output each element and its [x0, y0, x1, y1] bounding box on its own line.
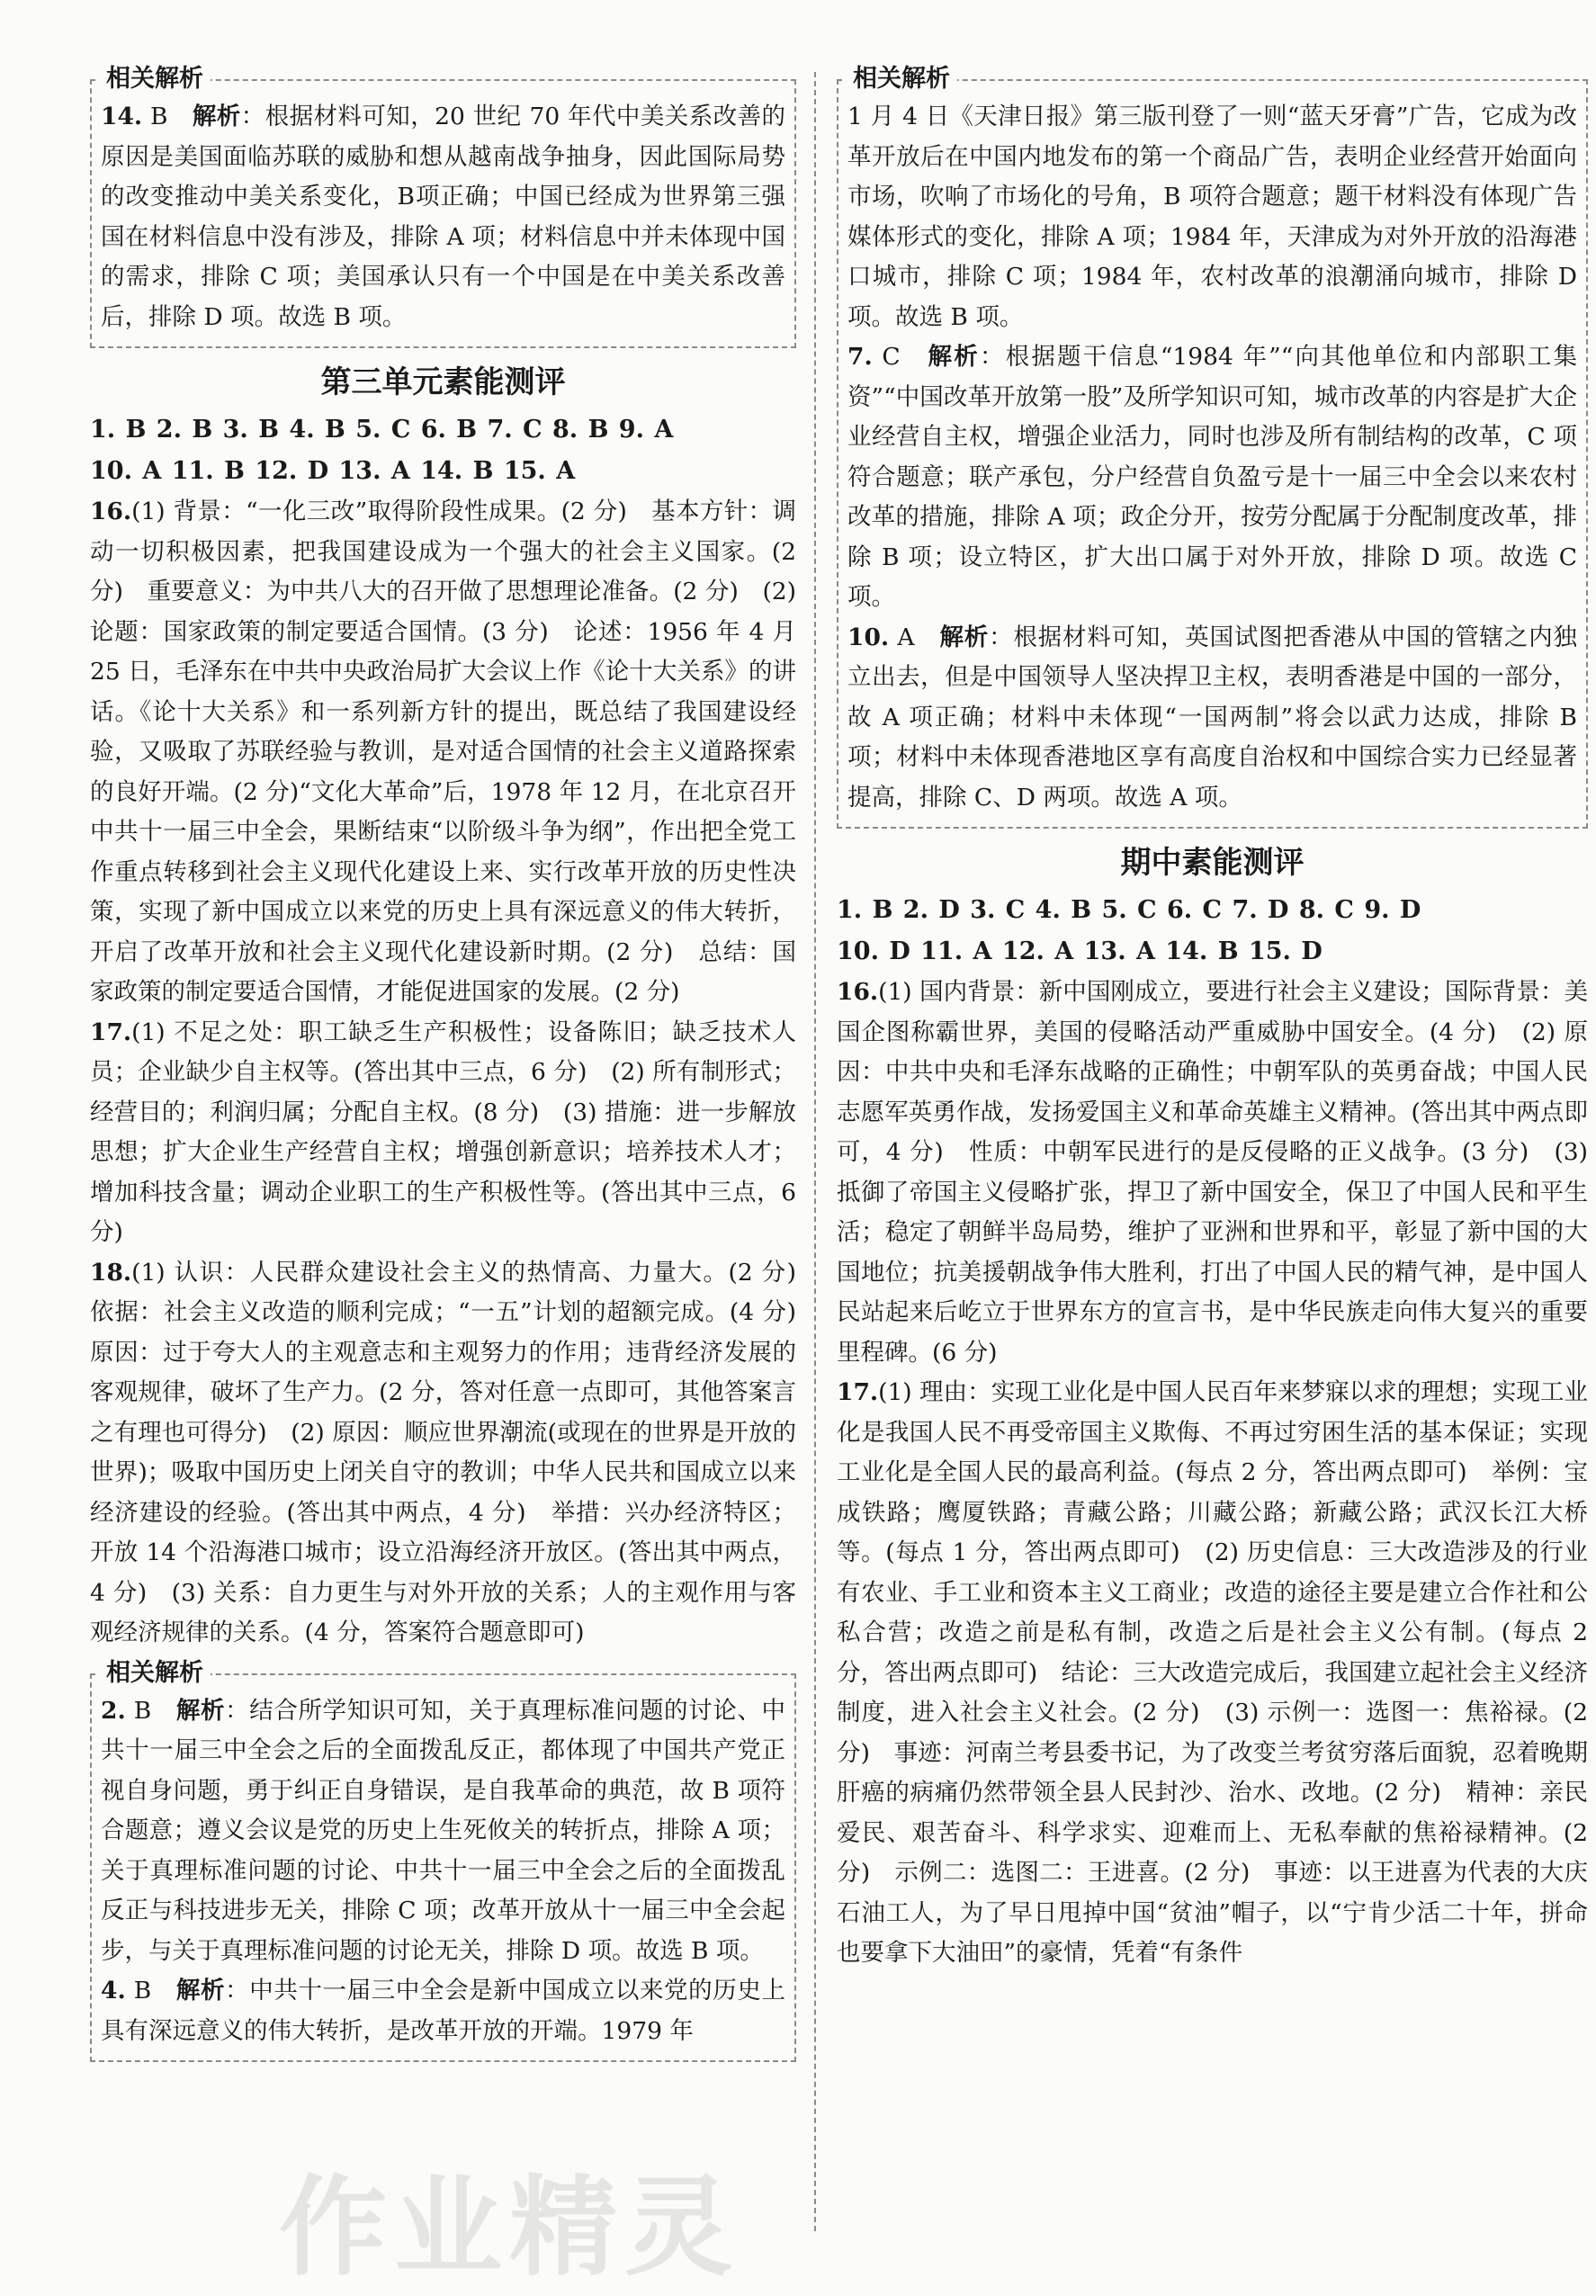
answers-row-1: 1. B 2. D 3. C 4. B 5. C 6. C 7. D 8. C 9. D — [837, 896, 1421, 924]
answer-q17: 17.(1) 不足之处：职工缺乏生产积极性；设备陈旧；缺乏技术人员；企业缺少自主权等。(答出其中三点，6 分) (2) 所有制形式；经营目的；利润归属；分配自主权。(8 分) (3) 措施：进一步解放思想；扩大企业生产经营自主权；增强创新意识；培养技术人才；增加科技含量；调动企业职工的生产积极性等。(答出其中三点，6 分) — [90, 1018, 796, 1246]
answer-q17: 17.(1) 理由：实现工业化是中国人民百年来梦寐以求的理想；实现工业化是我国人民不再受帝国主义欺侮、不再过穷困生活的基本保证；实现工业化是全国人民的最高利益。(每点 2 分，答出两点即可) 举例：宝成铁路；鹰厦铁路；青藏公路；川藏公路；新藏公路；武汉长江大桥等。(每点 1 分，答出两点即可) (2) 历史信息：三大改造涉及的行业有农业、手工业和资本主义工商业；改造的途径主要是建立合作社和公私合营；改造之前是私有制，改造之后是社会主义公有制。(每点 2 分，答出两点即可) 结论：三大改造完成后，我国建立起社会主义经济制度，进入社会主义社会。(2 分) (3) 示例一：选图一：焦裕禄。(2 分) 事迹：河南兰考县委书记，为了改变兰考贫穷落后面貌，忍着晚期肝癌的病痛仍然带领全县人民封沙、治水、改地。(2 分) 精神：亲民爱民、艰苦奋斗、科学求实、迎难而上、无私奉献的焦裕禄精神。(2 分) 示例二：选图二：王进喜。(2 分) 事迹：以王进喜为代表的大庆石油工人，为了早日甩掉中国“贫油”帽子，以“宁肯少活二十年，拼命也要拿下大油田”的豪情，凭着“有条件 — [837, 1378, 1588, 1967]
answer-q18: 18.(1) 认识：人民群众建设社会主义的热情高、力量大。(2 分) 依据：社会主义改造的顺利完成；“一五”计划的超额完成。(4 分) 原因：过于夸大人的主观意志和主观努力的作用；违背经济发展的客观规律，破坏了生产力。(2 分，答对任意一点即可，其他答案言之有理也可得分) (2) 原因：顺应世界潮流(或现在的世界是开放的世界)；吸取中国历史上闭关自守的教训；中华人民共和国成立以来经济建设的经验。(答出其中两点，4 分) 举措：兴办经济特区；开放 14 个沿海港口城市；设立沿海经济开放区。(答出其中两点，4 分) (3) 关系：自力更生与对外开放的关系；人的主观作用与客观经济规律的关系。(4 分，答案符合题意即可) — [90, 1258, 820, 1646]
analysis-q4: 4. B 解析：中共十一届三中全会是新中国成立以来党的历史上具有深远意义的伟大转折，是改革开放的开端。1979 年 — [101, 1977, 785, 2045]
analysis-box — [90, 1658, 796, 2063]
analysis-q2: 2. B 解析：结合所学知识可知，关于真理标准问题的讨论、中共十一届三中全会之后的全面拨乱反正，都体现了中国共产党正视自身问题，勇于纠正自身错误，是自我革命的典范，故 B 项符合题意；遵义会议是党的历史上生死攸关的转折点，排除 A 项；关于真理标准问题的讨论、中共十一届三中全会之后的全面拨乱反正与科技进步无关，排除 C 项；改革开放从十一届三中全会起步，与关于真理标准问题的讨论无关，排除 D 项。故选 B 项。 — [101, 1696, 785, 1965]
analysis-box — [837, 65, 1588, 829]
analysis-box — [90, 65, 796, 348]
box-label: 相关解析 — [99, 1657, 211, 1690]
answers-row-1: 1. B 2. B 3. B 4. B 5. C 6. B 7. C 8. B 9. A — [90, 416, 674, 444]
analysis-q14: 14. B 解析：根据材料可知，20 世纪 70 年代中美关系改善的原因是美国面临苏联的威胁和想从越南战争抽身，因此国际局势的改变推动中美关系变化，B项正确；中国已经成为世界第三强国在材料信息中没有涉及，排除 A 项；材料信息中并未体现中国的需求，排除 C 项；美国承认只有一个中国是在中美关系改善后，排除 D 项。故选 B 项。 — [101, 103, 786, 331]
box-label: 相关解析 — [846, 63, 957, 95]
left-column — [90, 65, 820, 2069]
answer-q16: 16.(1) 背景：“一化三改”取得阶段性成果。(2 分) 基本方针：调动一切积极因素，把我国建设成为一个强大的社会主义国家。(2 分) 重要意义：为中共八大的召开做了思想理论准备。(2 分) (2) 论题：国家政策的制定要适合国情。(3 分) 论述：1956 年 4 月 25 日，毛泽东在中共中央政治局扩大会议上作《论十大关系》的讲话。《论十大关系》和一系列新方针的提出，既总结了我国建设经验，又吸取了苏联经验与教训，是对适合国情的社会主义道路探索的良好开端。(2 分)“文化大革命”后，1978 年 12 月，在北京召开中共十一届三中全会，果断结束“以阶级斗争为纲”，作出把全党工作重点转移到社会主义现代化建设上来、实行改革开放的历史性决策，实现了新中国成立以来党的历史上具有深远意义的伟大转折，开启了改革开放和社会主义现代化建设新时期。(2 分) 总结：国家政策的制定要适合国情，才能促进国家的发展。(2 分) — [90, 498, 796, 1006]
watermark: 作业精灵 — [279, 2166, 740, 2291]
box-label: 相关解析 — [99, 63, 211, 95]
column-divider — [814, 72, 816, 2231]
answers-row-2: 10. D 11. A 12. A 13. A 14. B 15. D — [837, 937, 1323, 965]
answers-row-2: 10. A 11. B 12. D 13. A 14. B 15. A — [90, 457, 576, 485]
section-title-unit3: 第三单元素能测评 — [320, 364, 566, 400]
analysis-q10: 10. A 解析：根据材料可知，英国试图把香港从中国的管辖之内独立出去，但是中国领导人坚决捍卫主权，表明香港是中国的一部分，故 A 项正确；材料中未体现“一国两制”将会以武力达成，排除 B 项；材料中未体现香港地区享有高度自治权和中国综合实力已经显著提高，排除 C、D 两项。故选 A 项。 — [847, 623, 1577, 812]
analysis-continued: 1 月 4 日《天津日报》第三版刊登了一则“蓝天牙膏”广告，它成为改革开放后在中国内地发布的第一个商品广告，表明企业经营开始面向市场，吹响了市场化的号角，B 项符合题意；题干材料没有体现广告媒体形式的变化，排除 A 项；1984 年，天津成为对外开放的沿海港口城市，排除 C 项；1984 年，农村改革的浪潮涌向城市，排除 D 项。故选 B 项。 — [847, 103, 1577, 331]
section-title-midterm: 期中素能测评 — [1120, 845, 1305, 881]
answer-q16: 16.(1) 国内背景：新中国刚成立，要进行社会主义建设；国际背景：美国企图称霸世界，美国的侵略活动严重威胁中国安全。(4 分) (2) 原因：中共中央和毛泽东战略的正确性；中朝军队的英勇奋战；中国人民志愿军英勇作战，发扬爱国主义和革命英雄主义精神。(答出其中两点即可，4 分) 性质：中朝军民进行的是反侵略的正义战争。(3 分) (3) 抵御了帝国主义侵略扩张，捍卫了新中国安全，保卫了中国人民和平生活；稳定了朝鲜半岛局势，维护了亚洲和世界和平，彰显了新中国的大国地位；抗美援朝战争伟大胜利，打出了中国人民的精气神，是中国人民站起来后屹立于世界东方的宣言书，是中华民族走向伟大复兴的重要里程碑。(6 分) — [837, 978, 1588, 1367]
right-column — [837, 65, 1588, 1974]
analysis-q7: 7. C 解析：根据题干信息“1984 年”“向其他单位和内部职工集资”“中国改革开放第一股”及所学知识可知，城市改革的内容是扩大企业经营自主权，增强企业活力，同时也涉及所有制结构的改革，C 项符合题意；联产承包，分户经营自负盈亏是十一届三中全会以来农村改革的措施，排除 A 项；政企分开，按劳分配属于分配制度改革，排除 B 项；设立特区，扩大出口属于对外开放，排除 D 项。故选 C 项。 — [847, 343, 1578, 611]
